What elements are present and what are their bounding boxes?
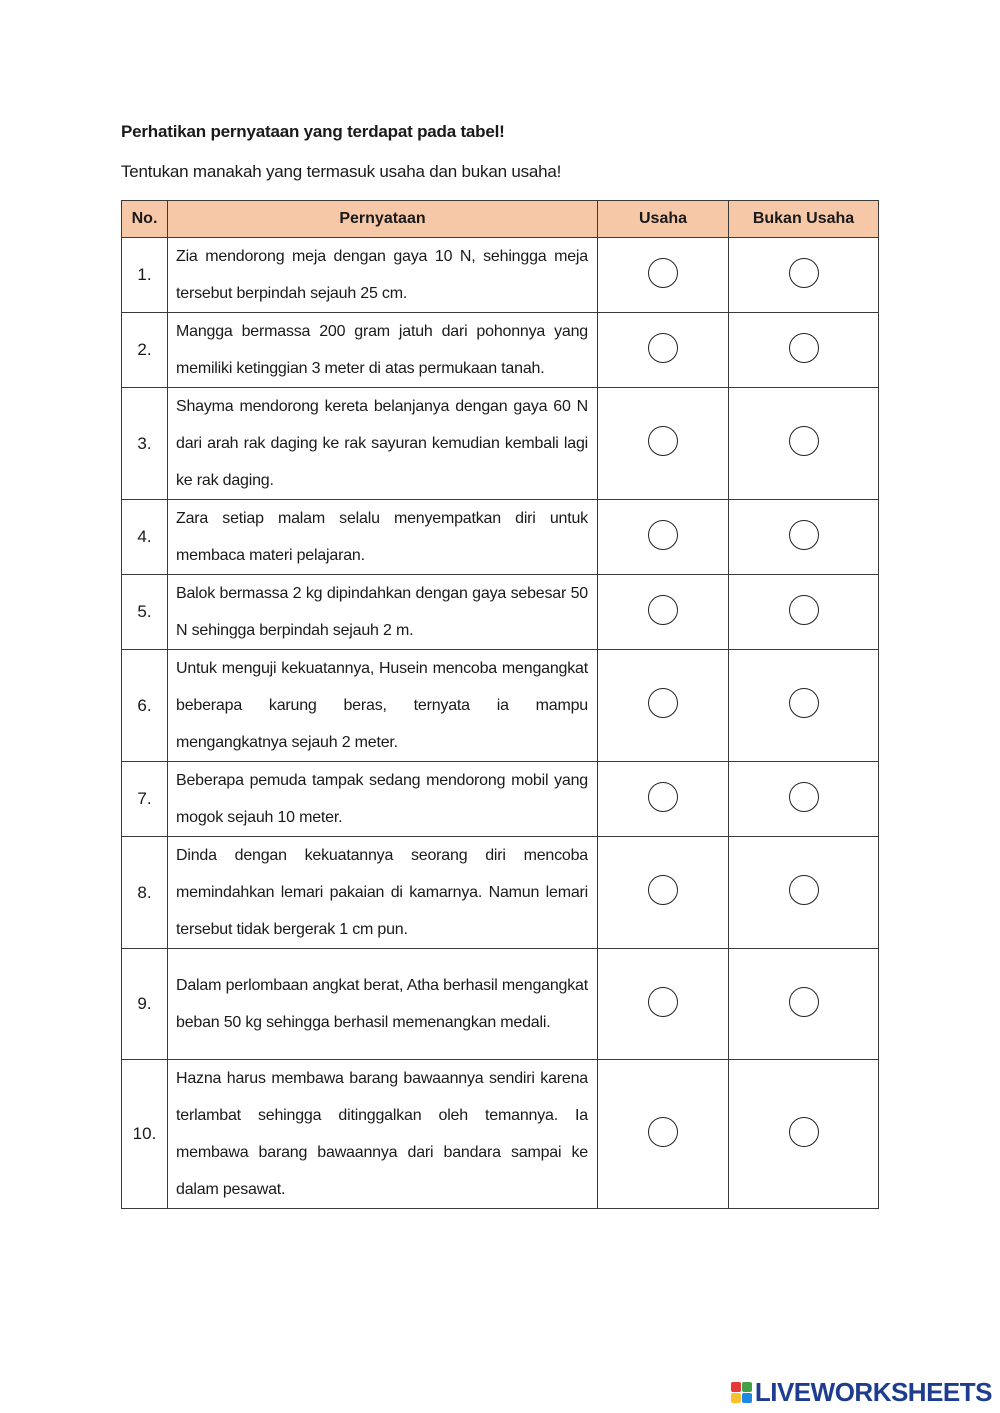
table-row [122, 1060, 879, 1209]
work-cell [598, 762, 729, 837]
table-row [122, 238, 879, 313]
row-number: 2. [122, 313, 168, 388]
row-statement: Dalam perlombaan angkat berat, Atha berhasil mengangkat beban 50 kg sehingga berhasil memenangkan medali. [168, 949, 598, 1060]
table-row [122, 762, 879, 837]
row-number: 3. [122, 388, 168, 500]
logo-square [742, 1382, 752, 1392]
worksheet-heading: Perhatikan pernyataan yang terdapat pada tabel! [121, 122, 505, 141]
work-radio-1[interactable] [648, 258, 678, 288]
not-work-radio-3[interactable] [789, 426, 819, 456]
liveworksheets-brand [731, 1377, 992, 1408]
not-work-cell [729, 949, 879, 1060]
header-not-work: Bukan Usaha [729, 201, 879, 238]
brand-name: LIVEWORKSHEETS [754, 1377, 992, 1407]
not-work-cell [729, 1060, 879, 1209]
row-statement: Beberapa pemuda tampak sedang mendorong mobil yang mogok sejauh 10 meter. [168, 762, 598, 837]
not-work-cell [729, 837, 879, 949]
table-row [122, 500, 879, 575]
not-work-cell [729, 650, 879, 762]
table-row [122, 388, 879, 500]
row-number: 5. [122, 575, 168, 650]
row-number: 6. [122, 650, 168, 762]
work-radio-7[interactable] [648, 782, 678, 812]
not-work-cell [729, 762, 879, 837]
work-cell [598, 575, 729, 650]
not-work-radio-4[interactable] [789, 520, 819, 550]
row-number: 10. [122, 1060, 168, 1209]
table-header-row [122, 201, 879, 238]
work-radio-4[interactable] [648, 520, 678, 550]
row-statement: Zia mendorong meja dengan gaya 10 N, sehingga meja tersebut berpindah sejauh 25 cm. [168, 238, 598, 313]
row-number: 9. [122, 949, 168, 1060]
work-radio-8[interactable] [648, 875, 678, 905]
not-work-cell [729, 313, 879, 388]
row-number: 4. [122, 500, 168, 575]
work-cell [598, 313, 729, 388]
not-work-cell [729, 575, 879, 650]
work-radio-9[interactable] [648, 987, 678, 1017]
row-statement: Balok bermassa 2 kg dipindahkan dengan gaya sebesar 50 N sehingga berpindah sejauh 2 m. [168, 575, 598, 650]
work-radio-10[interactable] [648, 1117, 678, 1147]
work-cell [598, 238, 729, 313]
row-statement: Shayma mendorong kereta belanjanya dengan gaya 60 N dari arah rak daging ke rak sayuran kemudian kembali lagi ke rak daging. [168, 388, 598, 500]
not-work-radio-9[interactable] [789, 987, 819, 1017]
not-work-cell [729, 238, 879, 313]
work-radio-2[interactable] [648, 333, 678, 363]
not-work-radio-6[interactable] [789, 688, 819, 718]
header-no: No. [122, 201, 168, 238]
table-row [122, 313, 879, 388]
work-cell [598, 1060, 729, 1209]
row-number: 7. [122, 762, 168, 837]
not-work-radio-5[interactable] [789, 595, 819, 625]
not-work-radio-8[interactable] [789, 875, 819, 905]
work-radio-3[interactable] [648, 426, 678, 456]
logo-square [731, 1382, 741, 1392]
not-work-cell [729, 388, 879, 500]
work-cell [598, 837, 729, 949]
not-work-radio-7[interactable] [789, 782, 819, 812]
work-cell [598, 388, 729, 500]
work-cell [598, 949, 729, 1060]
logo-square [742, 1393, 752, 1403]
worksheet-instruction: Tentukan manakah yang termasuk usaha dan bukan usaha! [121, 162, 562, 181]
row-number: 8. [122, 837, 168, 949]
logo-square [731, 1393, 741, 1403]
row-statement: Untuk menguji kekuatannya, Husein mencoba mengangkat beberapa karung beras, ternyata ia mampu mengangkatnya sejauh 2 meter. [168, 650, 598, 762]
table-row [122, 650, 879, 762]
row-statement: Hazna harus membawa barang bawaannya sendiri karena terlambat sehingga ditinggalkan oleh temannya. Ia membawa barang bawaannya dari bandara sampai ke dalam pesawat. [168, 1060, 598, 1209]
row-number: 1. [122, 238, 168, 313]
work-radio-6[interactable] [648, 688, 678, 718]
work-cell [598, 650, 729, 762]
header-statement: Pernyataan [168, 201, 598, 238]
not-work-radio-10[interactable] [789, 1117, 819, 1147]
not-work-radio-1[interactable] [789, 258, 819, 288]
table-row [122, 837, 879, 949]
table-row [122, 949, 879, 1060]
work-cell [598, 500, 729, 575]
row-statement: Dinda dengan kekuatannya seorang diri mencoba memindahkan lemari pakaian di kamarnya. Namun lemari tersebut tidak bergerak 1 cm pun. [168, 837, 598, 949]
not-work-cell [729, 500, 879, 575]
work-radio-5[interactable] [648, 595, 678, 625]
liveworksheets-logo-icon [731, 1382, 752, 1403]
row-statement: Zara setiap malam selalu menyempatkan diri untuk membaca materi pelajaran. [168, 500, 598, 575]
not-work-radio-2[interactable] [789, 333, 819, 363]
header-work: Usaha [598, 201, 729, 238]
table-row [122, 575, 879, 650]
statement-table [121, 200, 879, 1209]
row-statement: Mangga bermassa 200 gram jatuh dari pohonnya yang memiliki ketinggian 3 meter di atas permukaan tanah. [168, 313, 598, 388]
